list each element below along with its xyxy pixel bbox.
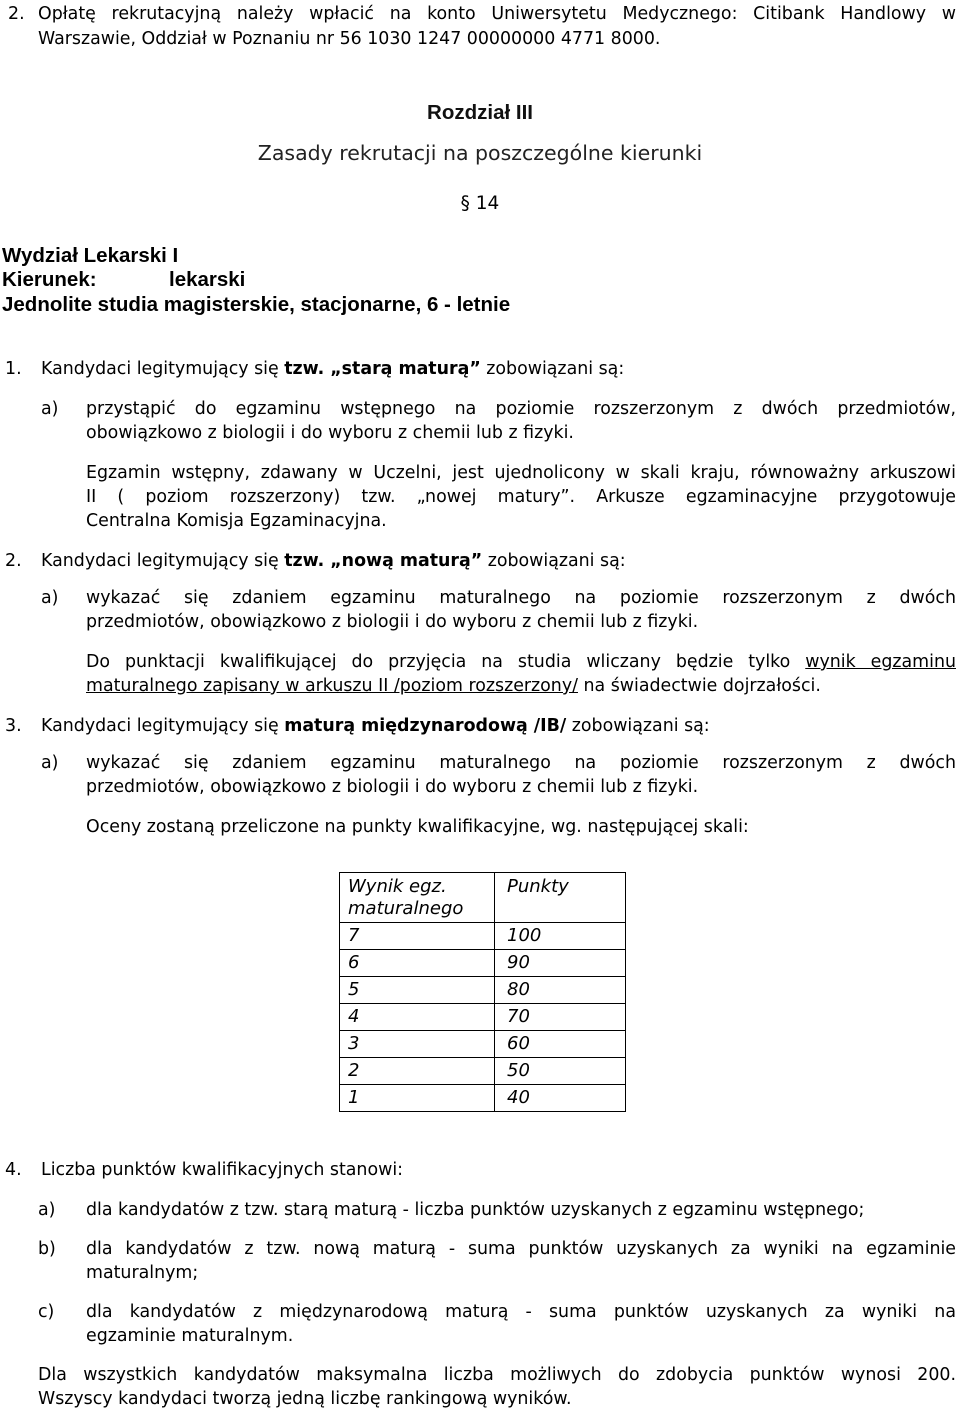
points-cell: 80 — [495, 977, 626, 1004]
item-3-pre: Kandydaci legitymujący się — [41, 716, 285, 736]
item-1-note-line-1: Egzamin wstępny, zdawany w Uczelni, jest ujednolicony w skali kraju, równoważny arkuszowi — [86, 463, 956, 483]
item-1a-label: a) — [41, 399, 59, 419]
points-cell: 100 — [495, 923, 626, 950]
field-label: Kierunek: — [2, 268, 97, 291]
item-2-note-line-1 — [86, 650, 956, 674]
item-1-note-line-3: Centralna Komisja Egzaminacyjna. — [86, 511, 387, 531]
item-3a-line-2: przedmiotów, obowiązkowo z biologii i do wyboru z chemii lub z fizyki. — [86, 777, 699, 797]
grade-cell: 7 — [340, 923, 495, 950]
item-3a-label: a) — [41, 753, 59, 773]
grade-cell: 5 — [340, 977, 495, 1004]
item-2-number: 2. — [5, 551, 22, 571]
item-2-note-underline-2: maturalnego zapisany w arkuszu II /poziom rozszerzony/ — [86, 676, 578, 696]
payment-line-1: Opłatę rekrutacyjną należy wpłacić na konto Uniwersytetu Medycznego: Citibank Handlowy w — [38, 4, 956, 24]
points-cell: 60 — [495, 1031, 626, 1058]
points-cell: 50 — [495, 1058, 626, 1085]
chapter-subtitle: Zasady rekrutacji na poszczególne kierunki — [257, 141, 703, 165]
item-1a-line-1: przystąpić do egzaminu wstępnego na poziomie rozszerzonym z dwóch przedmiotów, — [86, 399, 956, 419]
item-4b-label: b) — [38, 1239, 56, 1259]
item-2-note-underline-1: wynik egzaminu — [805, 652, 956, 672]
table-row — [340, 1031, 626, 1058]
item-2-note-line-2 — [86, 674, 956, 698]
item-4-heading: Liczba punktów kwalifikacyjnych stanowi: — [41, 1160, 404, 1180]
item-4-number: 4. — [5, 1160, 22, 1180]
table-header-points: Punkty — [495, 873, 626, 923]
faculty-name: Wydział Lekarski I — [2, 244, 179, 267]
study-type: Jednolite studia magisterskie, stacjonarne, 6 - letnie — [2, 293, 511, 316]
item-2-tzw: tzw. — [284, 551, 325, 571]
item-2a-line-1: wykazać się zdaniem egzaminu maturalnego na poziomie rozszerzonym z dwóch — [86, 588, 956, 608]
grade-points-table — [339, 872, 626, 1112]
item-3-post: zobowiązani są: — [566, 716, 710, 736]
points-cell: 40 — [495, 1085, 626, 1112]
item-3-number: 3. — [5, 716, 22, 736]
item-4c-line-1: dla kandydatów z międzynarodową maturą - suma punktów uzyskanych za wyniki na — [86, 1302, 956, 1322]
points-cell: 70 — [495, 1004, 626, 1031]
table-row — [340, 1085, 626, 1112]
item-3-note: Oceny zostaną przeliczone na punkty kwalifikacyjne, wg. następującej skali: — [86, 817, 749, 837]
chapter-title: Rozdział III — [427, 101, 533, 124]
table-row — [340, 1058, 626, 1085]
item-3-heading — [41, 714, 956, 738]
table-row — [340, 950, 626, 977]
section-mark: § 14 — [460, 193, 500, 214]
grade-cell: 1 — [340, 1085, 495, 1112]
item-1-number: 1. — [5, 359, 22, 379]
field-value: lekarski — [169, 268, 246, 291]
table-row — [340, 1004, 626, 1031]
header-grade-line-2: maturalnego — [348, 898, 464, 919]
item-2-bold: „nową maturą” — [324, 551, 483, 571]
item-2-post: zobowiązani są: — [482, 551, 626, 571]
table-row — [340, 977, 626, 1004]
table-header-grade — [340, 873, 495, 923]
item-4b-line-2: maturalnym; — [86, 1263, 199, 1283]
item-2-pre: Kandydaci legitymujący się — [41, 551, 285, 571]
paragraph-2-number: 2. — [8, 4, 25, 24]
item-1-pre: Kandydaci legitymujący się — [41, 359, 285, 379]
grade-cell: 2 — [340, 1058, 495, 1085]
item-1a-line-2: obowiązkowo z biologii i do wyboru z chemii lub z fizyki. — [86, 423, 574, 443]
item-2-heading — [41, 549, 956, 573]
item-1-heading — [41, 357, 956, 381]
item-1-post: zobowiązani są: — [480, 359, 625, 379]
item-1-tzw: tzw. — [284, 359, 325, 379]
item-3a-line-1: wykazać się zdaniem egzaminu maturalnego na poziomie rozszerzonym z dwóch — [86, 753, 956, 773]
item-2-note-post: na świadectwie dojrzałości. — [577, 676, 821, 696]
item-2a-line-2: przedmiotów, obowiązkowo z biologii i do wyboru z chemii lub z fizyki. — [86, 612, 699, 632]
closing-line-2: Wszyscy kandydaci tworzą jedną liczbę rankingową wyników. — [38, 1389, 572, 1409]
item-2a-label: a) — [41, 588, 59, 608]
grade-cell: 3 — [340, 1031, 495, 1058]
item-4c-label: c) — [38, 1302, 55, 1322]
item-4a-text: dla kandydatów z tzw. starą maturą - liczba punktów uzyskanych z egzaminu wstępnego; — [86, 1200, 865, 1220]
item-4a-label: a) — [38, 1200, 56, 1220]
table-header-row — [340, 873, 626, 923]
item-1-bold: „starą maturą” — [324, 359, 481, 379]
item-3-bold: maturą międzynarodową /IB/ — [284, 716, 567, 736]
item-1-note-line-2: II ( poziom rozszerzony) tzw. „nowej matury”. Arkusze egzaminacyjne przygotowuje — [86, 487, 956, 507]
table-row — [340, 923, 626, 950]
header-grade-line-1: Wynik egz. — [348, 876, 447, 897]
points-cell: 90 — [495, 950, 626, 977]
item-4c-line-2: egzaminie maturalnym. — [86, 1326, 294, 1346]
grade-cell: 6 — [340, 950, 495, 977]
grade-cell: 4 — [340, 1004, 495, 1031]
closing-line-1: Dla wszystkich kandydatów maksymalna liczba możliwych do zdobycia punktów wynosi 200. — [38, 1365, 956, 1385]
payment-line-2: Warszawie, Oddział w Poznaniu nr 56 1030 1247 00000000 4771 8000. — [38, 29, 661, 49]
item-2-note-pre: Do punktacji kwalifikującej do przyjęcia na studia wliczany będzie tylko — [86, 652, 806, 672]
item-4b-line-1: dla kandydatów z tzw. nową maturą - suma punktów uzyskanych za wyniki na egzaminie — [86, 1239, 956, 1259]
